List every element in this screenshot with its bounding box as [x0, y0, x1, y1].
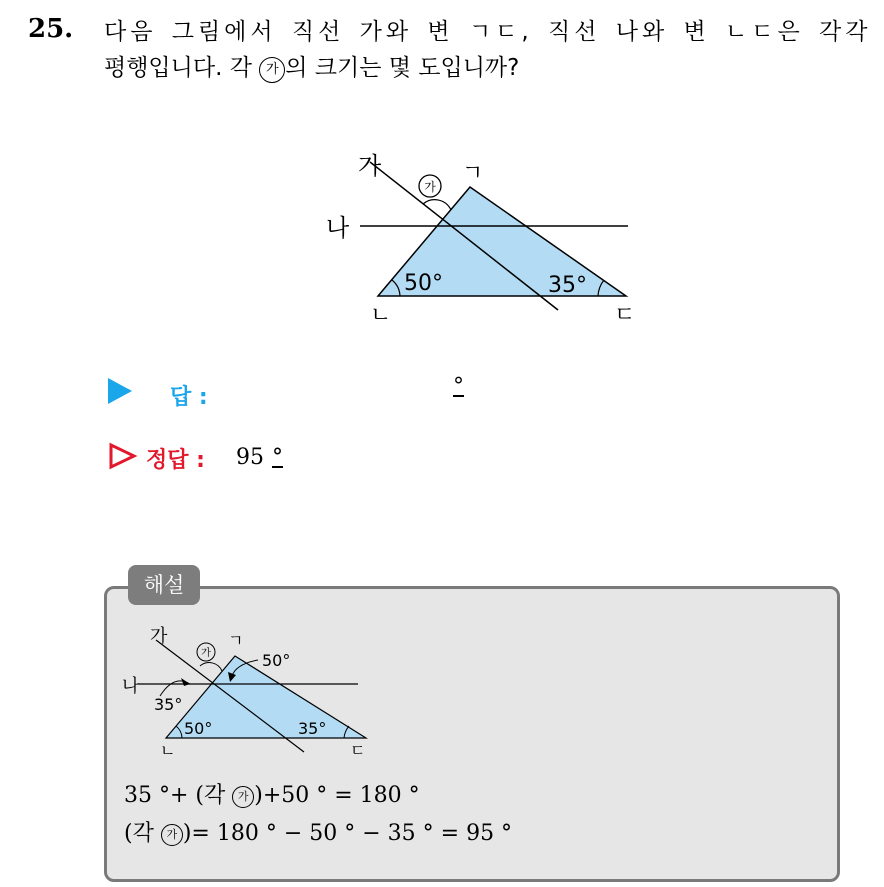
solution-vertex-left: ㄴ	[160, 741, 176, 760]
angle-right-label: 35°	[548, 273, 587, 298]
circled-ga-symbol: 가	[232, 786, 254, 808]
solution-figure	[118, 620, 378, 760]
answer-label: 답 :	[170, 385, 208, 410]
solution-vertex-right: ㄷ	[350, 741, 366, 760]
hollow-triangle-icon	[108, 442, 138, 470]
solution-arrow-left-label: 35°	[154, 695, 183, 714]
correct-answer-label: 정답 :	[146, 448, 205, 473]
solution-arrow-left-head	[181, 678, 190, 686]
angle-ga-arc	[423, 200, 451, 210]
circled-ga-symbol: 가	[161, 824, 183, 846]
solution-arrow-top-label: 50°	[262, 651, 291, 670]
solution-angle-ga-symbol: 가	[201, 648, 211, 659]
solution-vertex-top: ㄱ	[228, 631, 244, 650]
solution-tag: 해설	[128, 565, 200, 605]
solution-angle-left-label: 50°	[184, 719, 213, 738]
solution-equation-1: 35 °+ (각 가 )+50 ° = 180 °	[124, 783, 420, 808]
question-line-1: 다음 그림에서 직선 가와 변 ㄱㄷ, 직선 나와 변 ㄴㄷ은 각각	[104, 19, 872, 45]
answer-row	[108, 374, 464, 410]
label-line-ga: 가	[358, 152, 382, 180]
vertex-top-label: ㄱ	[462, 161, 484, 186]
question-line-2: 평행입니다. 각 가 의 크기는 몇 도입니까?	[104, 55, 520, 81]
question-number: 25.	[28, 14, 74, 44]
angle-ga-symbol: 가	[424, 180, 436, 194]
solution-angle-ga-arc	[200, 663, 222, 671]
play-triangle-icon	[108, 378, 132, 404]
solution-label-line-ga: 가	[150, 626, 168, 647]
vertex-left-label: ㄴ	[370, 303, 392, 328]
angle-left-label: 50°	[404, 271, 443, 296]
correct-answer-value: 95 °	[236, 445, 283, 470]
solution-angle-right-label: 35°	[298, 719, 327, 738]
circled-ga-symbol: 가	[259, 57, 285, 83]
solution-equation-2: (각 가 )= 180 ° − 50 ° − 35 ° = 95 °	[124, 821, 513, 846]
question-figure	[326, 140, 650, 330]
answer-unit: °	[453, 374, 464, 399]
question-text	[104, 14, 872, 86]
vertex-right-label: ㄷ	[614, 303, 636, 328]
solution-label-line-na: 나	[122, 676, 140, 697]
label-line-na: 나	[326, 214, 350, 242]
